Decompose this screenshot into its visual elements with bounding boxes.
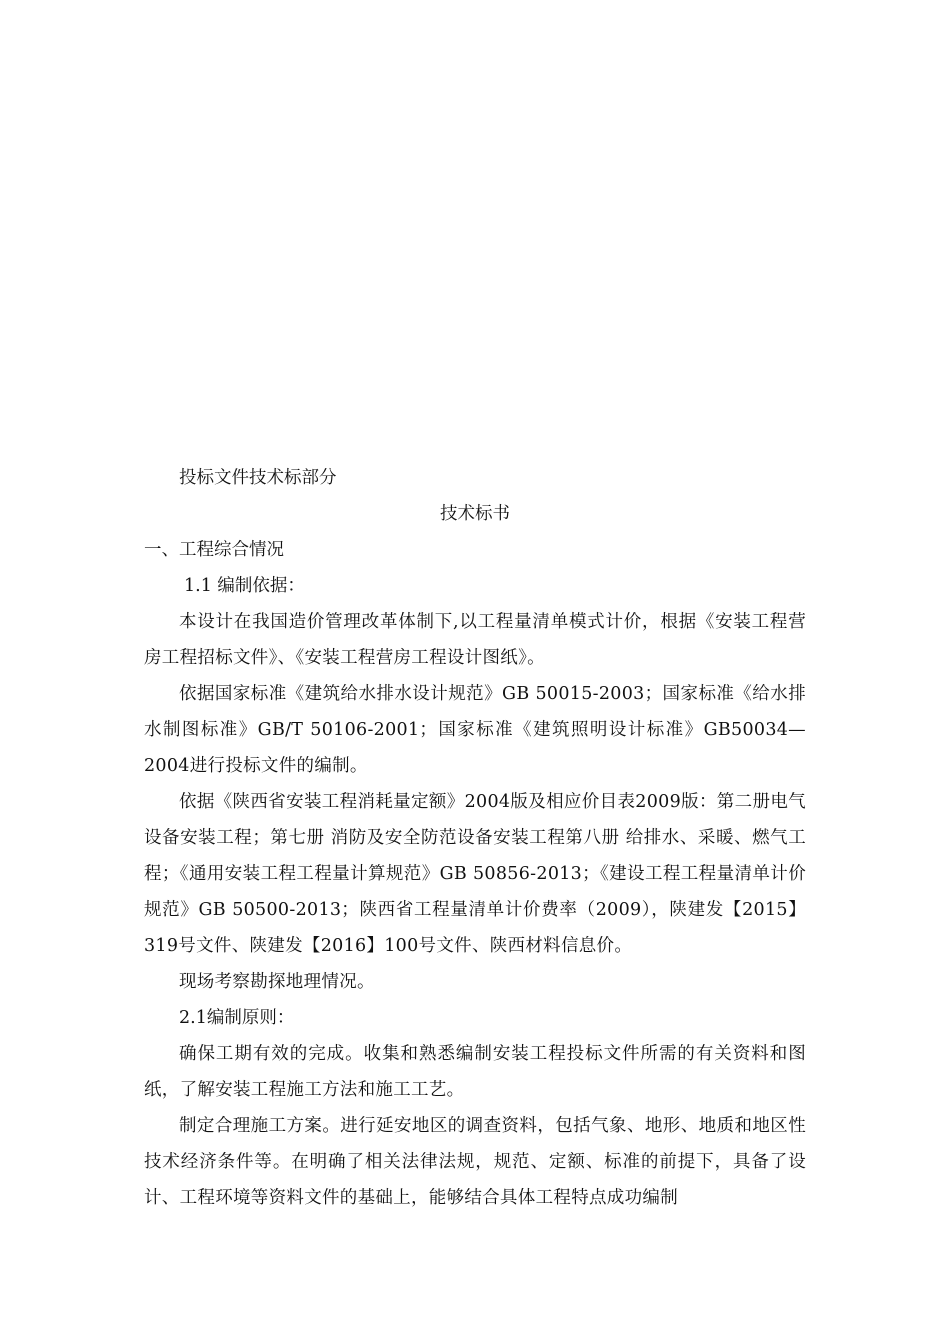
paragraph-principle-1: 确保工期有效的完成。收集和熟悉编制安装工程投标文件所需的有关资料和图纸，了解安装工程施工方法和施工工艺。: [144, 1044, 806, 1100]
document-body: [144, 460, 806, 1216]
paragraph-basis-3: 依据《陕西省安装工程消耗量定额》2004版及相应价目表2009版：第二册电气设备安装工程；第七册 消防及安全防范设备安装工程第八册 给排水、采暖、燃气工程；《通用安装工程工程量计算规范》GB 50856-2013；《建设工程工程量清单计价规范》GB 50500-2013；陕西省工程量清单计价费率（2009），陕建发【2015】319号文件、陕建发【2016】100号文件、陕西材料信息价。: [144, 792, 806, 956]
paragraph-basis-2: 依据国家标准《建筑给水排水设计规范》GB 50015-2003；国家标准《给水排水制图标准》GB/T 50106-2001；国家标准《建筑照明设计标准》GB50034—2004进行投标文件的编制。: [144, 684, 806, 776]
section-heading-1: 一、工程综合情况: [144, 540, 284, 560]
paragraph-basis-4: 现场考察勘探地理情况。: [179, 972, 375, 992]
paragraph-principle-2: 制定合理施工方案。进行延安地区的调查资料，包括气象、地形、地质和地区性技术经济条件等。在明确了相关法律法规，规范、定额、标准的前提下，具备了设计、工程环境等资料文件的基础上，能够结合具体工程特点成功编制: [144, 1116, 806, 1208]
paragraph-basis-1: 本设计在我国造价管理改革体制下,以工程量清单模式计价，根据《安装工程营房工程招标文件》、《安装工程营房工程设计图纸》。: [144, 612, 806, 668]
subsection-heading-1-1: 1.1 编制依据：: [184, 576, 305, 596]
document-title: 技术标书: [440, 504, 510, 524]
subsection-heading-2-1: 2.1编制原则：: [179, 1008, 295, 1028]
pre-title: 投标文件技术标部分: [179, 468, 337, 488]
